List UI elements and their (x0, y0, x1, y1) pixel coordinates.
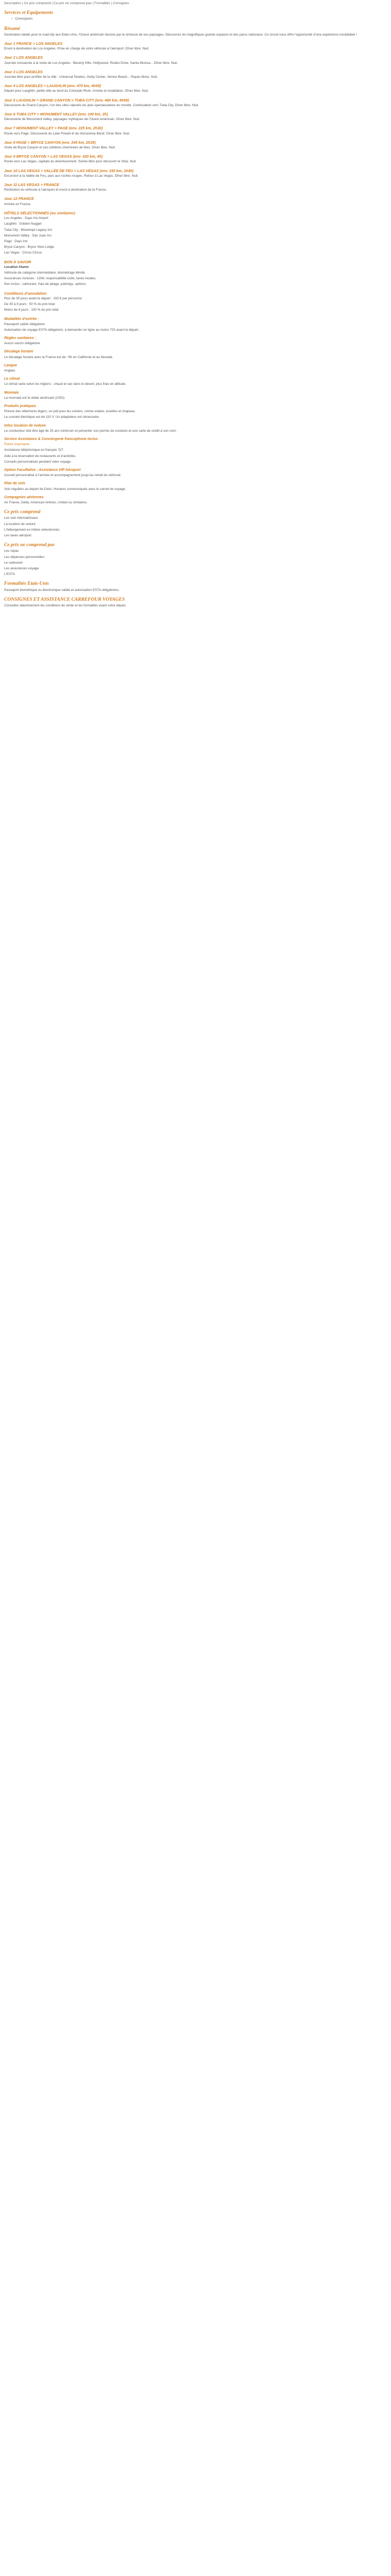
hotel-line: Tuba City : Moenkopi Legacy Inn (4, 228, 53, 232)
bon-savoir-line: Véhicule de catégorie intermédiaire, kilométrage illimité. (4, 270, 86, 275)
bon-savoir-subtitle: Location Alamo (4, 265, 29, 269)
langue-text: Anglais. (4, 368, 16, 372)
day-text: Arrivée en France. (4, 202, 31, 206)
day-text: Excursion à la Vallée de Feu, parc aux roches rouges. Retour à Las Vegas. Dîner libre. Nuit. (4, 174, 139, 178)
breadcrumb-trail[interactable]: Description | Ce prix comprend | Ce prix ne comprend pas | Formalités | Consignes (4, 2, 129, 5)
day-text: Journée consacrée à la visite de Los Angeles : Beverly Hills, Hollywood, Rodeo Drive, Santa Monica... Dîner libre. Nuit. (4, 61, 178, 65)
hotel-line: Monument Valley : San Juan Inn (4, 233, 52, 238)
prix-comprend-line: Les vols internationaux (4, 516, 38, 520)
vols-text: Vols réguliers au départ de Paris. Horaires communiqués avec le carnet de voyage. (4, 487, 126, 491)
langue-title: Langue (4, 363, 17, 367)
location-text: Le conducteur doit être âgé de 25 ans minimum et présenter son permis de conduire et une carte de crédit à son nom. (4, 429, 177, 433)
option-title: Option Facultative : Assistance VIP Aéroport (4, 468, 81, 472)
modalites-line: Autorisation de voyage ESTA obligatoire, à demander en ligne au moins 72h avant le départ. (4, 328, 139, 332)
bon-savoir-line: Assurances incluses : LDW, responsabilité civile, taxes locales. (4, 277, 96, 281)
location-title: Infos location de voiture (4, 423, 46, 428)
consignes-text: Consultez attentivement les conditions de vente et les formalités avant votre départ. (4, 604, 126, 608)
option-text: Accueil personnalisé à l’arrivée et accompagnement jusqu’au retrait du véhicule. (4, 473, 122, 478)
assistance-line: Aide à la réservation de restaurants et d’activités. (4, 454, 76, 458)
page (0, 0, 391, 614)
decalage-title: Décalage horaire (4, 350, 34, 354)
modalites-title: Modalités d’entrée : (4, 316, 39, 321)
prix-ne-comprend-line: Le carburant (4, 561, 23, 565)
consignes-title: CONSIGNES ET ASSISTANCE CARREFOUR VOYAGES (4, 597, 125, 602)
day-text: Découverte de Monument Valley, paysages mythiques de l’Ouest américain. Dîner libre. Nuit. (4, 117, 140, 122)
day-title: Jour 12 FRANCE (4, 196, 34, 201)
day-title: Jour 5 LAUGHLIN > GRAND CANYON > TUBA CITY (env. 460 km, 4h50) (4, 97, 129, 103)
compagnies-text: Air France, Delta, American Airlines, United ou similaires. (4, 501, 88, 505)
formalites-title: Formalités Etats-Unis (4, 581, 49, 587)
day-title: Jour 6 TUBA CITY > MONUMENT VALLEY (env. 190 km, 2h) (4, 112, 108, 117)
decalage-text: Le décalage horaire avec la France est de −9h en Californie et au Nevada. (4, 355, 113, 359)
day-text: Découverte du Grand Canyon, l’un des sites naturels les plus spectaculaires du monde. Continuation vers Tuba City. Dîner libre. Nuit. (4, 103, 199, 107)
day-title: Jour 10 LAS VEGAS > VALLÉE DE FEU > LAS VEGAS (env. 150 km, 1h40) (4, 168, 134, 173)
assistance-subtitle: Points importants (4, 443, 30, 447)
day-text: Visite de Bryce Canyon et ses célèbres cheminées de fées. Dîner libre. Nuit. (4, 146, 116, 150)
hotels-list (4, 216, 387, 255)
conditions-line: De 30 à 8 jours : 50 % du prix total (4, 302, 55, 306)
climat-title: Le climat (4, 377, 20, 381)
prix-comprend-line: La location de voiture (4, 522, 36, 526)
prix-ne-comprend-line: Les repas (4, 549, 19, 553)
resume-text: Destination idéale pour le road-trip aux Etats-Unis, l’Ouest américain fascine par la richesse de ses paysages. Découvrez de magnifiques grands espaces et des parcs nationaux. Ce circuit vous offre l’opportunité d’une expérience inoubliable ! (4, 32, 357, 37)
day-title: Jour 1 FRANCE > LOS ANGELES (4, 41, 62, 46)
assistance-line: Assistance téléphonique en français 7j/7. (4, 448, 64, 452)
prix-comprend-line: L’hébergement en hôtels sélectionnés (4, 528, 60, 532)
hotel-line: Laughlin : Golden Nugget (4, 222, 42, 226)
prix-ne-comprend-title: Ce prix ne comprend pas (4, 543, 55, 548)
bon-savoir-title: BON À SAVOIR (4, 259, 31, 264)
hotel-line: Las Vegas : Circus Circus (4, 251, 42, 255)
day-title: Jour 9 BRYCE CANYON > LAS VEGAS (env. 420 km, 4h) (4, 154, 103, 159)
monnaie-title: Monnaie (4, 391, 19, 395)
bon-savoir-line: Non inclus : carburant, frais de péage, parkings, options. (4, 282, 87, 286)
day-title: Jour 3 LOS ANGELES (4, 69, 43, 74)
services-title: Services et Equipements (4, 10, 53, 16)
compagnies-title: Compagnies aériennes (4, 495, 44, 499)
hotel-line: Bryce Canyon : Bryce View Lodge (4, 245, 54, 249)
day-title: Jour 4 LOS ANGELES > LAUGHLIN (env. 470 km, 4h45) (4, 83, 101, 89)
prix-comprend-line: Les taxes aéroport (4, 534, 31, 538)
day-text: Départ pour Laughlin, petite ville au bord du Colorado River. Arrivée et installation. Dîner libre. Nuit. (4, 89, 149, 93)
itinerary (4, 42, 387, 207)
services-item: • Convoyeurs (11, 17, 387, 21)
conditions-line: Plus de 30 jours avant le départ : 150 € par personne (4, 296, 82, 300)
resume-title: Résumé (4, 26, 21, 31)
day-title: Jour 11 LAS VEGAS > FRANCE (4, 182, 59, 188)
services-list (4, 17, 387, 21)
conditions-line: Moins de 8 jours : 100 % du prix total (4, 308, 59, 312)
prix-comprend-title: Ce prix comprend (4, 510, 41, 515)
monnaie-text: La monnaie est le dollar américain (USD). (4, 396, 66, 400)
day-text: Journée libre pour profiter de la ville : Universal Studios, Getty Center, Venice Beach... Repas libres. Nuit. (4, 75, 158, 79)
pratiques-title: Produits pratiques (4, 404, 36, 408)
day-title: Jour 8 PAGE > BRYCE CANYON (env. 245 km, 2h35) (4, 140, 96, 145)
formalites-text: Passeport biométrique ou électronique valide et autorisation ESTA obligatoires. (4, 588, 120, 592)
regles-text: Aucun vaccin obligatoire. (4, 342, 41, 346)
day-title: Jour 7 MONUMENT VALLEY > PAGE (env. 225 km, 2h30) (4, 126, 103, 131)
day-text: Route vers Page. Découverte du Lake Powell et de Horseshoe Bend. Dîner libre. Nuit. (4, 131, 131, 135)
climat-text: Le climat varie selon les régions : chaud et sec dans le désert, plus frais en altitude. (4, 382, 126, 386)
day-text: Envol à destination de Los Angeles. Prise en charge de votre véhicule à l’aéroport. Dîner libre. Nuit. (4, 47, 150, 51)
day-text: Restitution du véhicule à l’aéroport et envol à destination de la France. (4, 188, 107, 192)
prix-ne-comprend-line: L’ESTA (4, 572, 15, 577)
regles-title: Règles sanitaires : (4, 336, 36, 340)
assistance-title: Service Assistance & Conciergerie francophone inclus (4, 437, 98, 441)
day-title: Jour 2 LOS ANGELES (4, 55, 43, 60)
conditions-title: Conditions d’annulation (4, 291, 47, 296)
hotels-title: HÔTELS SÉLECTIONNÉS (ou similaires) (4, 210, 75, 215)
hotel-line: Los Angeles : Days Inn Airport (4, 216, 48, 221)
day-text: Route vers Las Vegas, capitale du divertissement. Soirée libre pour découvrir le Strip. Nuit. (4, 160, 137, 164)
vols-title: Plan de vols (4, 482, 25, 486)
prix-ne-comprend-line: Les assurances voyage (4, 567, 39, 571)
voltage-text: Le courant électrique est de 110 V. Un adaptateur est nécessaire. (4, 415, 100, 419)
prix-ne-comprend-line: Les dépenses personnelles (4, 555, 44, 559)
hotel-line: Page : Days Inn (4, 239, 28, 243)
modalites-line: Passeport valide obligatoire. (4, 322, 46, 326)
pratiques-text: Prévoir des vêtements légers, un pull pour les soirées, crème solaire, lunettes et chapeau. (4, 410, 136, 414)
assistance-line: Conseils personnalisés pendant votre voyage. (4, 460, 72, 464)
breadcrumb (4, 2, 387, 6)
